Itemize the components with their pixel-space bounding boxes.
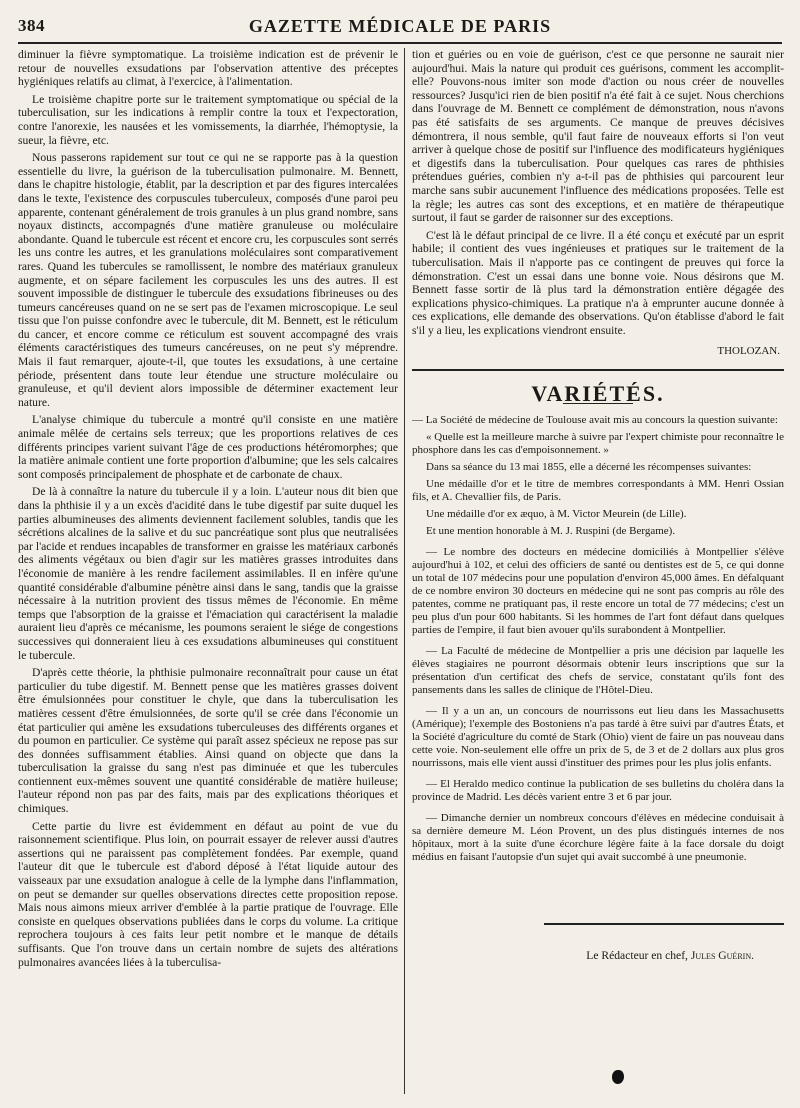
- journal-title: GAZETTE MÉDICALE DE PARIS: [248, 16, 552, 36]
- news-item: — El Heraldo medico continue la publication de ses bulletins du choléra dans la province de Madrid. Les décès varient entre 3 et 6 par jour.: [412, 777, 784, 803]
- news-item: « Quelle est la meilleure marche à suivre par l'expert chimiste pour reconnaître le phosphore dans les cas d'empoisonnement. »: [412, 430, 784, 456]
- page-header: [18, 10, 782, 44]
- paragraph: Le troisième chapitre porte sur le traitement symptomatique ou spécial de la tuberculisation, sur les indications à remplir contre la toux et l'expectoration, contre l'anorexie, les nausées et les vomissements, la diarrhée, l'hémoptysie, la sueur, la fièvre, etc.: [18, 92, 398, 147]
- closing-rule: [544, 923, 784, 925]
- news-item: Et une mention honorable à M. J. Ruspini (de Bergame).: [426, 524, 676, 537]
- paragraph: D'après cette théorie, la phthisie pulmonaire reconnaîtrait pour cause un état particulier du tube digestif. M. Bennett pense que les matières grasses doivent être émulsionnées pour constituer le chyle, que dans la tuberculisation les matières cessent d'être émulsionnées, de sorte qu'il se crée dans l'économie un état particulier qui amène les exsudations tuberculeuses des différents organes et du poumon en particulier. Ce système qui paraît assez spécieux ne repose pas sur des données suffisamment établies. Ainsi quand on objecte que dans la tuberculisation la graisse du sang n'est pas diminuée et que les tubercules contiennent eux-mêmes souvent une quantité considérable de matière huileuse; l'auteur répond non pas par des faits, mais par des explications théoriques et chimiques.: [18, 666, 398, 816]
- paragraph: Nous passerons rapidement sur tout ce qui ne se rapporte pas à la question essentielle du livre, la guérison de la tuberculisation pulmonaire. M. Bennett, dans le chapitre histologie, établit, par la description et par des figures intercalées dans le texte, l'existence des corpuscules tuberculeux, composés d'une paroi peu apparente, contenant généralement de trois granules à un plus grand nombre, sans noyaux distincts, accompagnés d'une matière granuleuse ou moléculaire abondante. Quand le tubercule est récent et encore cru, les corpuscules sont serrés les uns contre les autres, et les granulations moléculaires sont comparativement rares. Quand les tubercules se ramollissent, le nombre des matériaux granuleux augmente, et on sépare facilement les corpuscules les uns des autres. Il est souvent impossible de distinguer le tubercule des exsudations fibrineuses ou des tumeurs cancéreuses quand on ne se sert pas de l'examen microscopique. Le seul tissu que l'on puisse confondre avec le tubercule, dit M. Bennett, est le réticulum du cancer, et encore comme ce réticulum est souvent accompagné des vrais éléments caractéristiques des tumeurs cancéreuses, on ne peut s'y méprendre. Mais il faut remarquer, ajoute-t-il, que toutes les exsudations, à une certaine période, présentent dans toute leur étendue une structure moléculaire ou granuleuse, et qu'il devient alors impossible de déterminer exactement leur nature.: [18, 151, 398, 409]
- news-item: — La Société de médecine de Toulouse avait mis au concours la question suivante:: [412, 413, 778, 426]
- paragraph: L'analyse chimique du tubercule a montré qu'il consiste en une matière animale mêlée de certains sels terreux; que les proportions relatives de ces différents principes varient suivant l'âge de ces productions hétéromorphes; que la matière animale contient une forte proportion d'albumine; que les sels calcaires sont composés principalement de phosphate et de carbonate de chaux.: [18, 413, 398, 481]
- paragraph: diminuer la fièvre symptomatique. La troisième indication est de prévenir le retour de nouvelles exsudations par l'observation attentive des préceptes hygiéniques relatifs au climat, à l'exercice, à l'alimentation.: [18, 48, 398, 89]
- left-column: [18, 48, 398, 1094]
- page-number: 384: [18, 16, 45, 35]
- news-item: Une médaille d'or ex æquo, à M. Victor Meurein (de Lille).: [426, 507, 687, 520]
- paragraph: tion et guéries ou en voie de guérison, c'est ce que personne ne saurait nier aujourd'hui. Mais la nature qui produit ces guérisons, comment les accomplit-elle? Pouvons-nous imiter son mode d'action ou nous créer de nouvelles ressources? Jusqu'ici rien de bien positif n'a été fait à ce sujet. Nous cherchions dans l'ouvrage de M. Bennett ce complément de démonstration, nous n'avons pas été satisfaits de ses arguments. Ce manque de preuves décisives démontrera, il nous semble, qu'il faut faire de nouveaux efforts si l'on veut arriver à quelque chose de positif sur l'influence des modificateurs hygiéniques et digestifs dans la tuberculisation. Pour quelques cas rares de phthisies prétendues guéries, combien n'y a-t-il pas de phthisies qui parcourent leur marche sans subir aucunement l'influence des médications proposées. Telle est la règle; les autres cas sont des exceptions, et en matière de thérapeutique surtout, il faut se garder de raisonner sur des exceptions.: [412, 48, 784, 225]
- right-column: [412, 48, 784, 1094]
- news-item: — La Faculté de médecine de Montpellier a pris une décision par laquelle les élèves stagiaires ne pourront désormais obtenir leurs inscriptions que sur la présentation d'un certificat des chefs de service, constatant qu'ils font des pansements dans les salles de clinique de l'Hôtel-Dieu.: [412, 644, 784, 696]
- editor-label: Le Rédacteur en chef,: [586, 948, 688, 962]
- spacer: [412, 868, 784, 923]
- editor-credit: [412, 949, 754, 963]
- news-item: — Dimanche dernier un nombreux concours d'élèves en médecine conduisait à sa dernière demeure M. Léon Provent, un des plus distingués internes de nos hôpitaux, mort à la suite d'une écorchure légère faite à la face dorsale du doigt médius en faisant l'autopsie d'un sujet qui avait succombé à une pneumonie.: [412, 811, 784, 863]
- paragraph: Cette partie du livre est évidemment en défaut au point de vue du raisonnement scientifique. Plus loin, on pourrait essayer de relever aussi d'autres assertions qui ne paraissent pas complètement fondées. Par exemple, quand l'auteur dit que le tubercule est d'abord déposé à l'état liquide autour des vaisseaux par une exsudation analogue à celle de la lymphe dans l'inflammation, on peut se demander sur quelles observations directes cette proposition repose. Mais nous aimons mieux arriver d'emblée à la partie pratique de l'ouvrage. Elle consiste en quelques observations publiées dans le corps du volume. La critique reprochera toujours à ces faits leur petit nombre et le manque de détails suffisants. Que l'on trouve dans un certain nombre de sujets des altérations pulmonaires avancées liées à la tuberculisa-: [18, 819, 398, 969]
- news-item: Une médaille d'or et le titre de membres correspondants à MM. Henri Ossian fils, et A. Chevallier fils, de Paris.: [412, 477, 784, 503]
- paragraph: C'est là le défaut principal de ce livre. Il a été conçu et exécuté par un esprit habile; il contient des vues ingénieuses et pratiques sur le traitement de la tuberculisation. Mais il n'apporte pas ce contingent de preuves qui force la démonstration. C'est un essai dans une bonne voie. Nous désirons que M. Bennett fasse sortir de là plus tard la démonstration entière dégagée des explications physico-chimiques. La pratique n'a à emprunter aucune donnée à ces explications, elle demande des observations. Qu'on établisse d'abord le fait s'il y a lieu, les explications viendront ensuite.: [412, 228, 784, 337]
- author-signature: THOLOZAN.: [717, 345, 780, 358]
- news-item: — Il y a un an, un concours de nourrissons eut lieu dans les Massachusetts (Amérique); l'exemple des Bostoniens n'a pas tardé à être suivi par d'autres États, et la Société d'agriculture du comté de Stark (Ohio) vient de faire un pas nouveau dans cette voie. Non-seulement elle offre un prix de 5, de 3 et de 2 dollars aux plus gros nourrissons, mais elle vient aussi d'instituer des primes pour les plus jolis enfants.: [412, 704, 784, 769]
- section-title: VARIÉTÉS.: [531, 381, 665, 407]
- news-item: — Le nombre des docteurs en médecine domiciliés à Montpellier s'élève aujourd'hui à 102, et celui des officiers de santé ou dentistes est de 5, ce qui donne un total de 107 médecins pour une population d'environ 45,000 âmes. En défalquant de ce nombre environ 30 docteurs en médecine qui ne sont pas compris au rôle des patentes, comme ne pratiquant pas, il reste encore un total de 77 médecins; c'est un peu plus d'un pour 600 habitants. Si les hommes de l'art font défaut dans quelques parties de l'empire, il faut bien avouer qu'ils surabondent à Montpellier.: [412, 545, 784, 636]
- column-divider: [404, 48, 405, 1094]
- section-rule: [412, 369, 784, 371]
- paragraph: De là à connaître la nature du tubercule il y a loin. L'auteur nous dit bien que dans la phthisie il y a un excès d'acidité dans le tube digestif par suite duquel les parties albumineuses des aliments deviennent facilement solubles, tandis que les sécrétions alcalines de la salive et du suc pancréatique sont plus que neutralisées par l'acide et rendues incapables de transformer en graisse les matériaux carbonés des aliments végétaux ou bien d'agir sur les matières grasses introduites dans l'économie de manière à les rendre facilement assimilables. Il en infère qu'une quantité considérable d'albumine pénètre ainsi dans le sang, tandis que la graisse nécessaire à la nutrition provient des tissus mêmes de l'économie. En même temps que l'absorption de la graisse et l'émaciation qui caractérisent la maladie auraient lieu d'après ce mécanisme, les poumons seraient le siége de congestions successives qui donneraient lieu à ces exsudations albumineuses qui constituent le tubercule.: [18, 485, 398, 662]
- news-item: Dans sa séance du 13 mai 1855, elle a décerné les récompenses suivantes:: [426, 460, 752, 473]
- editor-name: Jules Guérin.: [690, 948, 754, 962]
- news-section: [412, 414, 784, 864]
